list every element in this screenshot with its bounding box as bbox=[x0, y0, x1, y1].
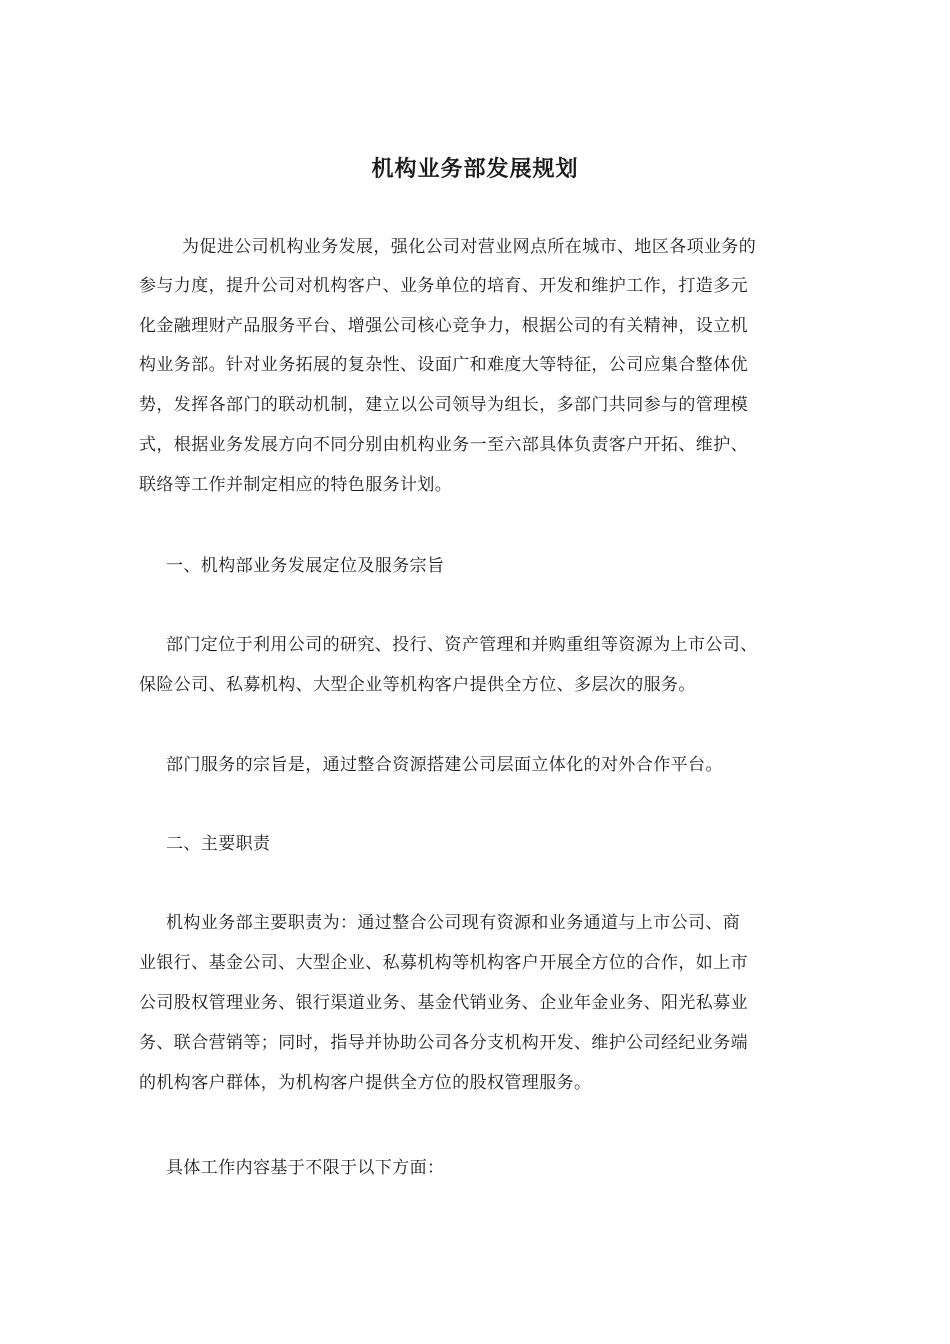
intro-line-7: 联络等工作并制定相应的特色服务计划。 bbox=[139, 475, 453, 495]
duties-line-2: 业银行、基金公司、大型企业、私募机构等机构客户开展全方位的合作，如上市 bbox=[139, 953, 748, 973]
duties-line-4: 务、联合营销等；同时，指导并协助公司各分支机构开发、维护公司经纪业务端 bbox=[139, 1033, 748, 1053]
positioning-line-1: 部门定位于利用公司的研究、投行、资产管理和并购重组等资源为上市公司、 bbox=[166, 635, 758, 655]
work-intro-line: 具体工作内容基于不限于以下方面： bbox=[166, 1158, 445, 1178]
intro-line-6: 式，根据业务发展方向不同分别由机构业务一至六部具体负责客户开拓、维护、 bbox=[139, 435, 748, 455]
section-1-heading: 一、机构部业务发展定位及服务宗旨 bbox=[166, 556, 445, 576]
intro-line-5: 势，发挥各部门的联动机制，建立以公司领导为组长，多部门共同参与的管理模 bbox=[139, 395, 748, 415]
duties-line-5: 的机构客户群体，为机构客户提供全方位的股权管理服务。 bbox=[139, 1073, 592, 1093]
document-title: 机构业务部发展规划 bbox=[371, 157, 579, 182]
positioning-line-2: 保险公司、私募机构、大型企业等机构客户提供全方位、多层次的服务。 bbox=[139, 675, 696, 695]
section-2-heading: 二、主要职责 bbox=[166, 834, 271, 854]
intro-line-1: 为促进公司机构业务发展，强化公司对营业网点所在城市、地区各项业务的 bbox=[182, 237, 757, 257]
purpose-line: 部门服务的宗旨是，通过整合资源搭建公司层面立体化的对外合作平台。 bbox=[166, 755, 723, 775]
intro-line-3: 化金融理财产品服务平台、增强公司核心竞争力，根据公司的有关精神，设立机 bbox=[139, 316, 748, 336]
intro-line-4: 构业务部。针对业务拓展的复杂性、设面广和难度大等特征，公司应集合整体优 bbox=[139, 355, 748, 375]
duties-line-1: 机构业务部主要职责为：通过整合公司现有资源和业务通道与上市公司、商 bbox=[166, 913, 741, 933]
intro-line-2: 参与力度，提升公司对机构客户、业务单位的培育、开发和维护工作，打造多元 bbox=[139, 276, 748, 296]
duties-line-3: 公司股权管理业务、银行渠道业务、基金代销业务、企业年金业务、阳光私募业 bbox=[139, 993, 748, 1013]
